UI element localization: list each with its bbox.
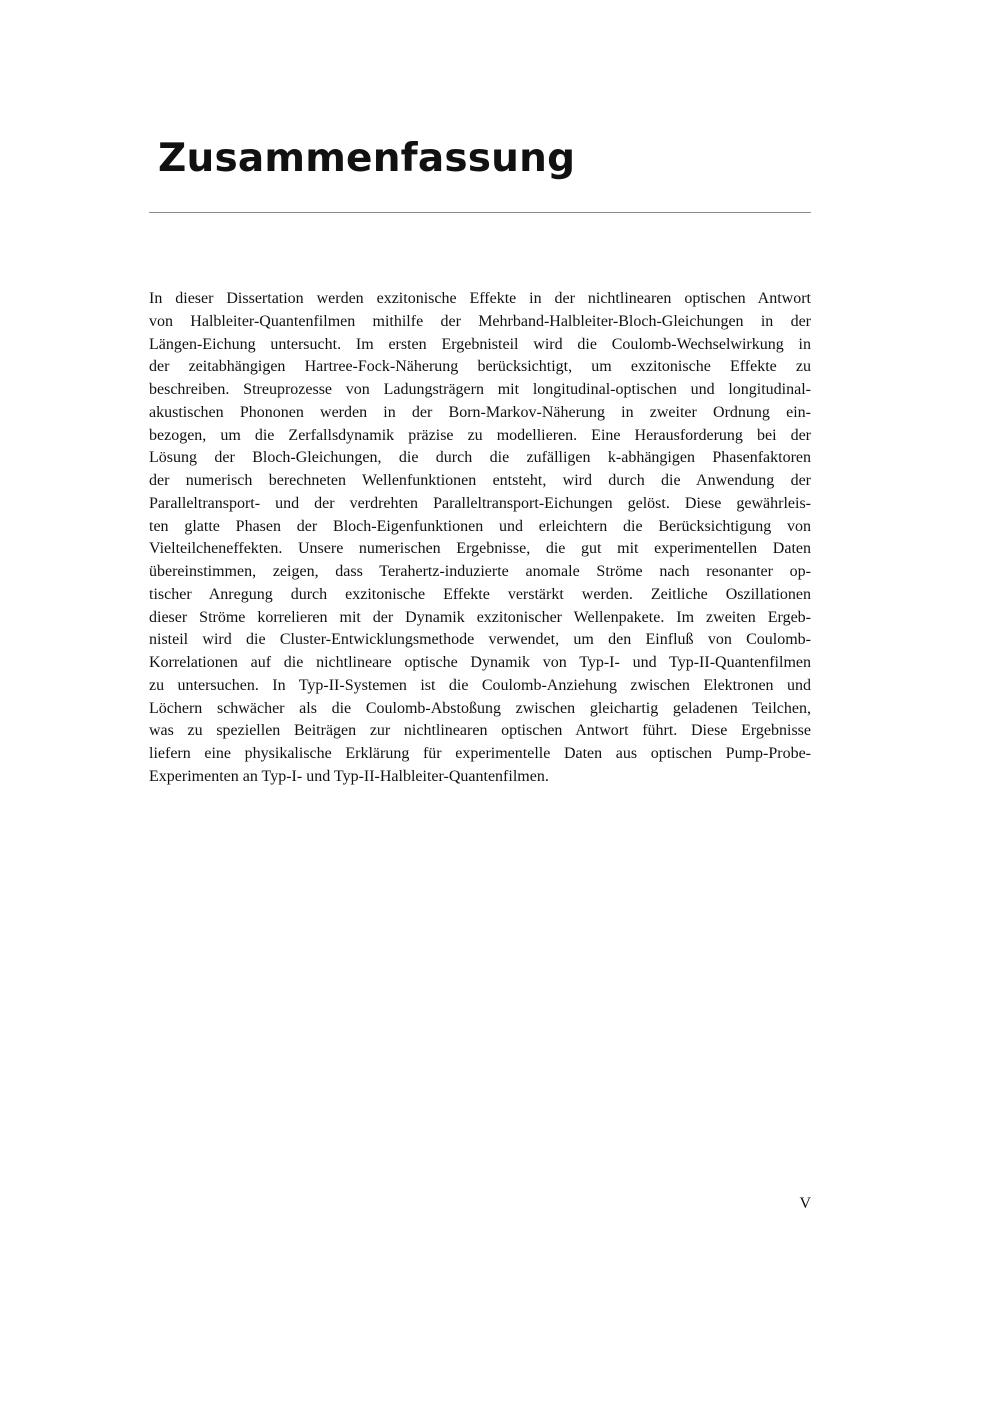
abstract-line: ten glatte Phasen der Bloch-Eigenfunktionen und erleichtern die Berücksichtigung von [149, 517, 811, 535]
abstract-line: von Halbleiter-Quantenfilmen mithilfe der Mehrband-Halbleiter-Bloch-Gleichungen in der [149, 312, 811, 330]
abstract-line: bezogen, um die Zerfallsdynamik präzise zu modellieren. Eine Herausforderung bei der [149, 426, 811, 444]
abstract-line: Löchern schwächer als die Coulomb-Abstoßung zwischen gleichartig geladenen Teilchen, [149, 699, 811, 717]
abstract-line: nisteil wird die Cluster-Entwicklungsmethode verwendet, um den Einfluß von Coulomb- [149, 631, 811, 649]
abstract-line: Korrelationen auf die nichtlineare optische Dynamik von Typ-I- und Typ-II-Quantenfilmen [149, 654, 811, 671]
abstract-line: der numerisch berechneten Wellenfunktionen entsteht, wird durch die Anwendung der [149, 472, 811, 489]
abstract-line: Lösung der Bloch-Gleichungen, die durch die zufälligen k-abhängigen Phasenfaktoren [149, 449, 811, 467]
abstract-line: beschreiben. Streuprozesse von Ladungsträgern mit longitudinal-optischen und longitudinal- [149, 381, 811, 398]
abstract-line: dieser Ströme korrelieren mit der Dynamik exzitonischer Wellenpakete. Im zweiten Ergeb- [149, 608, 811, 626]
abstract-line: Experimenten an Typ-I- und Typ-II-Halbleiter-Quantenfilmen. [149, 767, 549, 785]
abstract-line: tischer Anregung durch exzitonische Effekte verstärkt werden. Zeitliche Oszillationen [149, 585, 811, 603]
abstract-line: der zeitabhängigen Hartree-Fock-Näherung berücksichtigt, um exzitonische Effekte zu [149, 358, 811, 376]
abstract-paragraph [149, 288, 811, 789]
abstract-line: liefern eine physikalische Erklärung für experimentelle Daten aus optischen Pump-Probe- [149, 745, 811, 762]
abstract-line: akustischen Phononen werden in der Born-Markov-Näherung in zweiter Ordnung ein- [149, 403, 811, 421]
abstract-line: In dieser Dissertation werden exzitonische Effekte in der nichtlinearen optischen Antwort [149, 290, 811, 307]
abstract-line: Längen-Eichung untersucht. Im ersten Ergebnisteil wird die Coulomb-Wechselwirkung in [149, 335, 811, 353]
chapter-title: Zusammenfassung [158, 136, 576, 181]
abstract-line: übereinstimmen, zeigen, dass Terahertz-induzierte anomale Ströme nach resonanter op- [149, 563, 811, 580]
title-divider [149, 212, 811, 213]
page-number: V [799, 1195, 811, 1212]
abstract-line: was zu speziellen Beiträgen zur nichtlinearen optischen Antwort führt. Diese Ergebnisse [149, 722, 811, 740]
abstract-line: Vielteilcheneffekten. Unsere numerischen Ergebnisse, die gut mit experimentellen Daten [149, 540, 811, 558]
abstract-line: Paralleltransport- und der verdrehten Paralleltransport-Eichungen gelöst. Diese gewährleis- [149, 494, 811, 512]
abstract-line: zu untersuchen. In Typ-II-Systemen ist die Coulomb-Anziehung zwischen Elektronen und [149, 676, 811, 694]
